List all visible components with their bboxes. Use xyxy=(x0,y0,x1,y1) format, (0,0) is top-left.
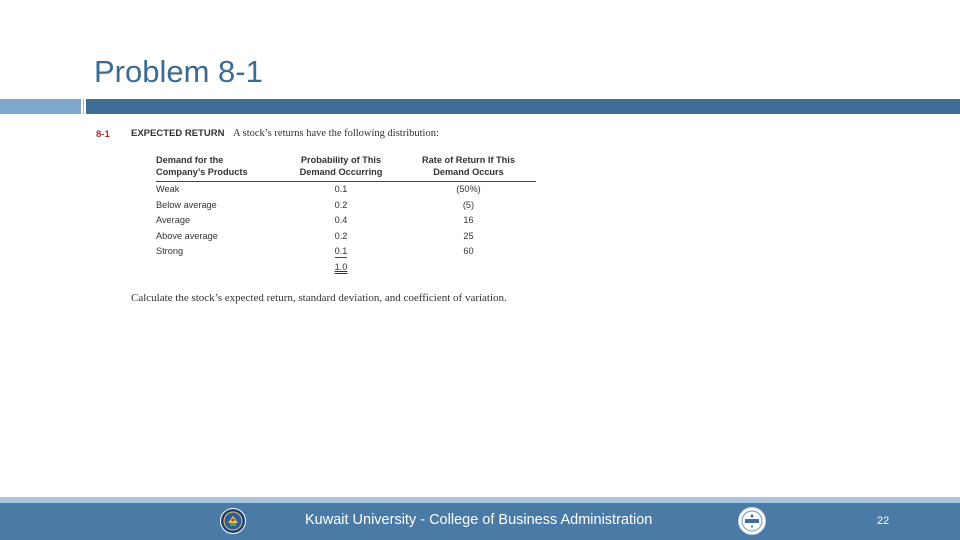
problem-question: Calculate the stock’s expected return, standard deviation, and coefficient of variation. xyxy=(131,292,507,304)
aacsb-accreditation-seal-icon xyxy=(738,507,766,535)
table-header-row xyxy=(156,154,536,182)
problem-topic: EXPECTED RETURN xyxy=(131,128,225,139)
probability-value: 0.1 xyxy=(334,246,348,256)
return-cell: 60 xyxy=(463,246,474,256)
probability-total-cell xyxy=(281,260,401,276)
title-rule-gap xyxy=(83,99,84,114)
demand-cell: Below average xyxy=(156,199,217,210)
problem-intro: A stock’s returns have the following distribution: xyxy=(233,128,439,139)
problem-block xyxy=(96,128,576,304)
slide-title: Problem 8-1 xyxy=(94,54,263,89)
table-row xyxy=(156,198,536,214)
footer-institution-text: Kuwait University - College of Business Administration xyxy=(305,512,653,528)
header-rate-of-return: Rate of Return If This Demand Occurs xyxy=(401,154,536,182)
header-probability: Probability of This Demand Occurring xyxy=(281,154,401,182)
probability-total: 1.0 xyxy=(334,261,348,272)
demand-cell: Weak xyxy=(156,184,180,194)
table-row xyxy=(156,229,536,245)
probability-cell xyxy=(281,244,401,260)
total-label-cell xyxy=(156,260,281,276)
table-row xyxy=(156,244,536,260)
distribution-table xyxy=(156,154,536,275)
return-cell: (50%) xyxy=(456,184,481,194)
table-row xyxy=(156,182,536,198)
problem-header xyxy=(96,128,576,144)
table-total-row xyxy=(156,260,536,276)
probability-cell: 0.1 xyxy=(334,184,348,194)
title-rule xyxy=(86,99,960,114)
return-cell: 25 xyxy=(463,230,474,241)
probability-cell: 0.2 xyxy=(334,230,348,241)
probability-cell: 0.2 xyxy=(334,199,348,210)
kuwait-university-seal-icon xyxy=(220,508,246,534)
total-return-cell xyxy=(401,260,536,276)
problem-number: 8-1 xyxy=(96,129,110,140)
probability-cell: 0.4 xyxy=(334,215,348,225)
demand-cell: Strong xyxy=(156,246,184,256)
return-cell: (5) xyxy=(462,199,475,210)
header-demand: Demand for the Company’s Products xyxy=(156,154,281,182)
title-rule-accent xyxy=(0,99,81,114)
page-number: 22 xyxy=(877,515,890,527)
return-cell: 16 xyxy=(463,215,474,225)
demand-cell: Average xyxy=(156,215,191,225)
table-row xyxy=(156,213,536,229)
demand-cell: Above average xyxy=(156,230,218,241)
